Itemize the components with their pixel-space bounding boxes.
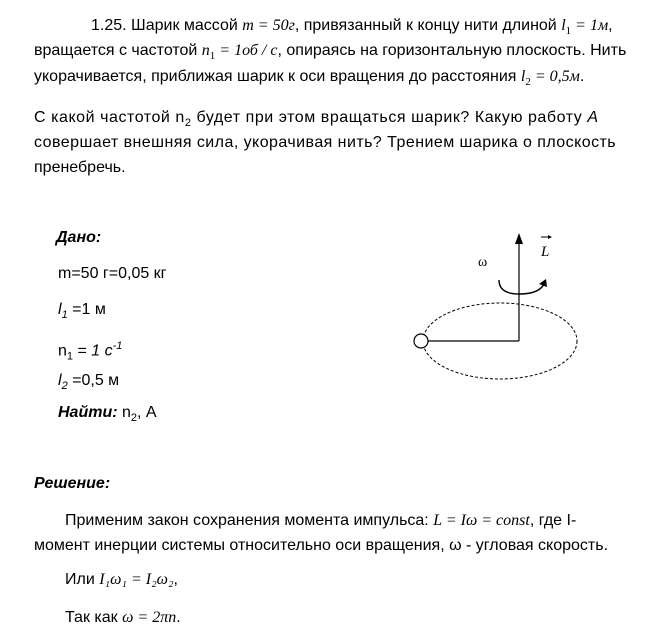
problem-line-2: вращается с частотой $n_1 = 1об / с$, опираясь на горизонтальную плоскость. Нить [34,42,627,63]
rotation-arrow [499,280,544,294]
given-title: Дано: [56,229,102,246]
solution-title: Решение: [34,475,111,492]
momentum-formula: L = Iω = const [433,512,530,529]
L-label: L [541,244,550,260]
question-line-3: пренебречь. [34,159,126,176]
problem-number: 1.25. [91,17,127,34]
axis-arrow-head [515,233,523,244]
solution-line-3: Или I₁ω₁ = I₂ω₂, [65,571,178,588]
given-l2: $l_2 =0,5$ м [58,372,120,393]
problem-line-3: укорачивается, приближая шарик к оси вращения до расстояния $l_2 = 0,5м$. [34,68,585,89]
problem-line-1: 1.25. Шарик массой m = 50г, привязанный к концу нити длиной $l_1 = 1м$, [91,17,613,38]
question-line-1: С какой частотой $n_2$ будет при этом вращаться шарик? Какую работу А [34,109,599,130]
find-line: Найти: $n_2$, А [58,404,157,425]
given-mass: m=50 г=0,05 кг [58,265,167,282]
question-line-2: совершает внешняя сила, укорачивая нить? Трением шарика о плоскость [34,134,617,151]
solution-line-4: Так как ω = 2πn. [65,609,181,626]
conservation-formula: I₁ω₁ = I₂ω₂ [99,571,174,588]
omega-label: ω [478,255,488,270]
ball [414,334,428,348]
given-n1: $n_1 = 1$ $с^{-1}$ [58,340,123,363]
given-l1: $l_1 =1$ м [58,301,106,322]
L-vector-bar-head [548,235,552,239]
solution-line-2: момент инерции системы относительно оси вращения, ω - угловая скорость. [34,537,609,554]
mass-formula: m = 50г [242,17,295,34]
omega-formula: ω = 2πn [122,609,177,626]
rotation-diagram [405,228,585,388]
solution-line-1: Применим закон сохранения момента импульса: L = Iω = const, где I- [65,512,577,529]
